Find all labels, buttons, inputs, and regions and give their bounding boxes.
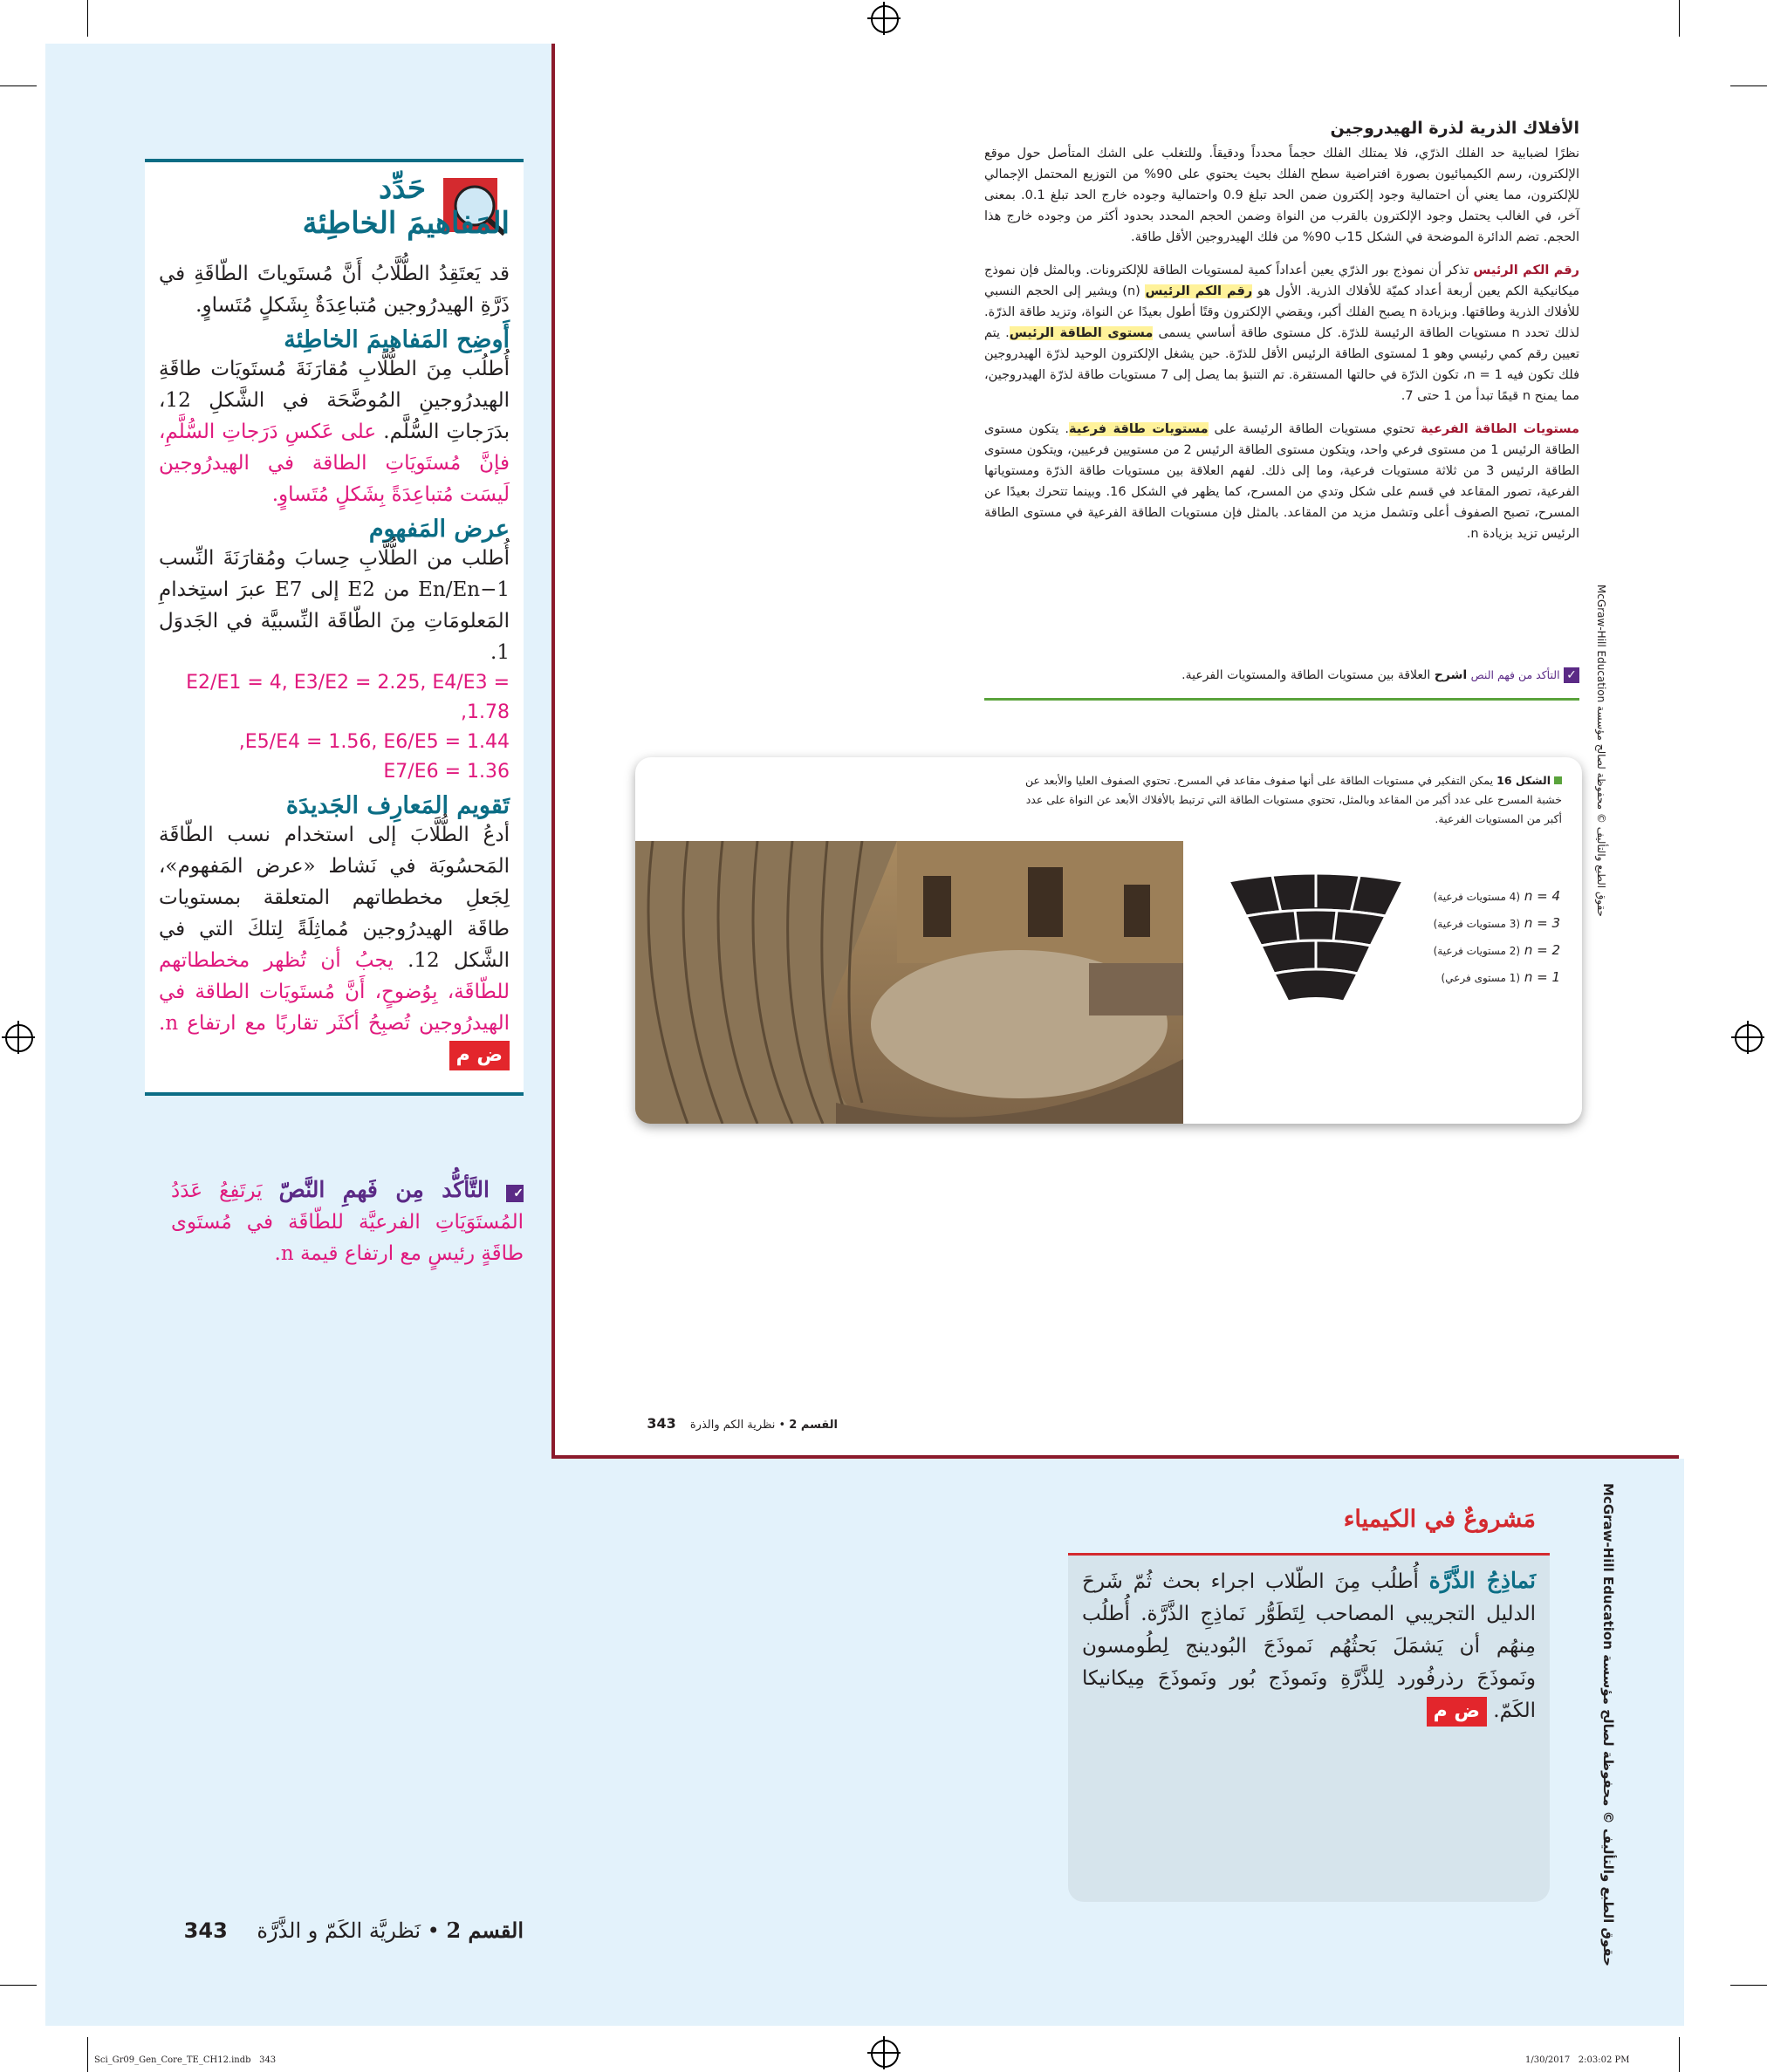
reading-check-label: التأكد من فهم النص (1470, 668, 1560, 681)
reading-check-text: العلاقة بين مستويات الطاقة والمستويات الفرعية. (1181, 668, 1431, 682)
sublevel-labels (1403, 888, 1560, 996)
misconceptions-box (145, 159, 524, 1096)
paragraph-sublevels (984, 419, 1579, 544)
reading-check-verb: اشرح (1434, 668, 1468, 682)
misconceptions-header (159, 171, 510, 250)
crop-mark (0, 1985, 37, 1986)
level-n: n = 1 (1524, 969, 1560, 985)
student-page-text (984, 119, 1579, 544)
figure-caption-text: يمكن التفكير في مستويات الطاقة على أنها صفوف مقاعد في المسرح. تحتوي الصفوف العليا والأبعد عن خشبة المسرح على عدد أكبر من المقاعد وبالمثل، تحتوي مستويات الطاقة التي ترتبط بالأفلاك الأبعد عن النواة على عدد أكبر من المستويات الفرعية. (1025, 774, 1562, 825)
clarify-title: أَوضِح المَفاهيمَ الخاطِئة (284, 326, 510, 353)
copyright-text: حقوق الطبع والتأليف © محفوظة لصالح مؤسسة McGraw-Hill Education (1600, 1483, 1616, 1966)
crop-mark (1679, 0, 1680, 37)
theater-photo (635, 841, 1183, 1124)
level-label: (4 مستويات فرعية) (1433, 891, 1521, 903)
paragraph-orbitals: نظرًا لضبابية حد الفلك الذرّي، فلا يمتلك الفلك حجماً محدداً ودقيقاً. وللتغلب على الشك المتأصل حول موقع الإلكترون، رسم الكيميائيون بصورة افتراضية سطح الفلك بحيث يحتوي على 90% من التوزيع المحتمل الإجمالي للإلكترون، مما يعني أن احتمالية وجود إلكترون ضمن الحد تبلغ 0.9 واحتمالية وجوده خارج الحد تبلغ 0.1. بمعنى آخر، في الغالب يحتمل وجود الإلكترون بالقرب من النواة وضمن الحجم المحدد بحدود أكثر من وجوده خارج هذا الحجم. تضم الدائرة الموضحة في الشكل 15ب 90% من فلك الهيدروجين الأقل طاقة. (984, 147, 1580, 244)
highlight-term: مستويات طاقة فرعية (1069, 422, 1209, 436)
level-n: n = 2 (1524, 942, 1560, 958)
assess-answer: يجبُ أن تُظهر مخططاتهم للطّاقَة، بِوُضوحٍ، أَنَّ مُستَويَات الطاقة في الهيدرُوجين تُصبِحُ أكثَر تقاربًا مع ارتفاع n. (159, 949, 510, 1035)
level-n: n = 4 (1524, 888, 1560, 904)
stage-doorway (1124, 885, 1150, 937)
text-run: (n) ويشير إلى الحجم النسبي للأفلاك الذرية وطاقتها. وبزيادة n يصبح الفلك أكبر، ويقضي الإلكترون وقتًا أطول بعيدًا عن النواة، وتزيد طاقة الذرّة. لذلك تحدد n مستويات الطاقة الرئيسة للذرّة. كل مستوى طاقة أساسي يسمى (984, 284, 1580, 340)
registration-mark-icon (5, 1024, 33, 1052)
concept-title: عرض المَفهوم (368, 516, 510, 543)
row-n1 (1274, 969, 1358, 1002)
crop-mark (1730, 85, 1767, 86)
level-label: (1 مستوى فرعي) (1441, 972, 1521, 984)
concept-answer-line: E2/E1 = 4, E3/E2 = 2.25, E4/E3 = 1.78, (186, 672, 510, 723)
clarify-body (159, 353, 510, 510)
registration-mark-icon (1735, 1024, 1763, 1052)
student-page-footer: القسم 2 • نظرية الكم والذرة 343 (647, 1415, 838, 1432)
footer-page-number: 343 (647, 1415, 676, 1432)
text-run: . يتكون مستوى الطاقة الرئيس 1 من مستوى فرعي واحد، ويتكون مستوى الطاقة الرئيس 2 من مستويين فرعيين، ويتكون مستوى الطاقة الرئيس 3 من ثلاثة مستويات فرعية، وما إلى ذلك. لفهم العلاقة بين مستويات طاقة الذرّة ومستوياتها الفرعية، تصور المقاعد في قسم على شكل وتدي من المسرح، كما يظهر في الشكل 16. وبينما تتحرك بعيدًا عن المسرح، تصبح الصفوف أعلى وتشمل مزيد من المقاعد. بالمثل فإن مستويات الطاقة الفرعية في مستوى الطاقة الرئيس تزيد بزيادة n. (984, 422, 1580, 541)
level-row (1372, 969, 1560, 996)
project-title: مَشروعٌ في الكيمياء (1343, 1506, 1536, 1533)
checkbox-icon: ✓ (1564, 667, 1579, 683)
sublevel-wedge-diagram (1229, 871, 1403, 1019)
crop-mark (0, 85, 37, 86)
footer-title: نظرية الكم والذرة (689, 1419, 776, 1432)
misconceptions-title (302, 171, 510, 241)
title-line-2: المَفاهيمَ الخاطِئة (302, 206, 510, 241)
assess-text: أدعُ الطُّلَّابَ إلى استخدام نسب الطّاقَة المَحسُوبَة في نَشاط «عرض المَفهوم»، لِجَعلِ مخططاتهم المتعلقة بمستويات طاقَة الهيدرُوجين مُماثِلَةً لِتلكَ التي في الشَّكل 12. (159, 824, 510, 972)
level-row (1382, 942, 1560, 969)
level-row (1403, 888, 1560, 915)
checkbox-icon: ✓ (506, 1185, 524, 1202)
text-run: . يتم تعيين رقم كمي رئيسي وهو 1 لمستوى الطاقة الرئيس الأقل للذرّة. حين يشغل الإلكترون الوحيد لذرّة الهيدروجين فلك تكون فيه n = 1، تكون الذرّة في حالتها المستقرة. تم التنبؤ بما يصل إلى 7 مستويات طاقة لذرّة الهيدروجين، مما يمنح n قيمًا تبدأ من 1 حتى 7. (984, 326, 1579, 403)
paragraph-principal-quantum-number (984, 260, 1579, 407)
concept-answers (159, 668, 510, 787)
slug-file: Sci_Gr09_Gen_Core_TE_CH12.indb 343 (94, 2055, 277, 2065)
side-reading-check-title: التَّأكُّد مِن فَهمِ النَّصّ (278, 1177, 490, 1202)
side-footer-page: 343 (183, 1918, 228, 1943)
figure-label: الشكل 16 (1496, 774, 1551, 787)
title-line-1: حَدِّد (378, 171, 426, 206)
term-principal-quantum-number: رقم الكم الرئيس (1473, 263, 1579, 277)
side-footer-section: القسم 2 (446, 1918, 524, 1943)
side-reading-check-body (171, 1174, 524, 1269)
figure-bullet-icon (1554, 776, 1562, 784)
highlight-term: رقم الكم الرئيس (1145, 284, 1253, 298)
clarify-text: أُطلُب مِنَ الطُّلَّابِ مُقارَنَةَ مُستَويَات طاقَةِ الهيدرُوجينِ المُوضَّحَة في الشَّكلِ 12، بدَرَجاتِ السُّلَّم. (159, 358, 510, 443)
crop-mark (87, 2037, 88, 2072)
assess-title: تَقويم المَعارِف الجَديدَة (285, 792, 510, 819)
registration-mark-icon (871, 2040, 899, 2068)
badge: ض م (449, 1041, 510, 1070)
crop-mark (87, 0, 88, 37)
level-label: (2 مستويات فرعية) (1433, 945, 1521, 957)
slug-date: 1/30/2017 2:03:02 PM (1525, 2055, 1630, 2065)
project-box (1068, 1483, 1550, 1902)
level-row (1393, 915, 1560, 942)
figure-card (635, 757, 1582, 1124)
level-n: n = 3 (1524, 915, 1560, 931)
figure-caption (1010, 771, 1562, 829)
misconceptions-body: قد يَعتَقِدُ الطُّلَّابُ أَنَّ مُستَوياتَ الطّاقَةِ في ذَرَّةِ الهيدرُوجين مُتباعِدَةٌ بِشَكلٍ مُتَساوٍ. (159, 263, 510, 317)
side-footer: القسم 2 • نَظريَّة الكَمّ و الذَّرَّة 343 (183, 1918, 524, 1943)
badge: ض م (1427, 1697, 1487, 1727)
stage-floor (1089, 963, 1183, 1015)
text-run: تذكر أن نموذج بور الذرّي يعين أعداداً كمية لمستويات الطاقة للإلكترونات. وبالمثل فإن نموذج ميكانيكية الكم يعين أربعة أعداد كميّة للأفلاك الذرية. الأول هو (984, 263, 1579, 298)
text-run: تحتوي مستويات الطاقة الرئيسة على (1208, 422, 1421, 436)
registration-mark-icon (871, 5, 899, 33)
crop-mark (1679, 2037, 1680, 2072)
project-header (1068, 1483, 1550, 1556)
term-sublevels: مستويات الطاقة الفرعية (1421, 422, 1580, 436)
stage-doorway (1028, 867, 1063, 937)
copyright-text: حقوق الطبع والتأليف © محفوظة لصالح مؤسسة McGraw-Hill Education (1595, 585, 1607, 917)
side-reading-check (171, 1174, 524, 1269)
side-footer-title: نَظريَّة الكَمّ و الذَّرَّة (257, 1918, 421, 1943)
level-label: (3 مستويات فرعية) (1433, 918, 1521, 930)
crop-mark (1730, 1985, 1767, 1986)
clarify-answer: على عَكسِ دَرَجاتِ السُّلَّمِ، فإنَّ مُستَويَاتِ الطاقة في الهيدرُوجين لَيسَت مُتباعِدَةً بِشَكلٍ مُتَساوٍ. (159, 421, 510, 506)
concept-answer-line: E5/E4 = 1.56, E6/E5 = 1.44, (238, 731, 510, 753)
highlight-term: مستوى الطاقة الرئيس (1009, 326, 1154, 340)
project-text: أُطلُب مِنَ الطّلاب اجراء بحث ثُمّ شَرحَ الدليل التجريبي المصاحب لِتَطَوُّر نَماذِجِ الذَّرَّة. أُطلُب مِنهُم أن يَشمَلَ بَحثُهُم نَموذَجَ البُودينج لِطُومسون ونَموذَجَ رذرفُورد لِلذَّرَّةِ ونَموذَج بُور ونَموذَجَ مِيكانيكا الكَمّ. (1082, 1570, 1536, 1722)
stage-doorway (923, 876, 951, 937)
project-body (1068, 1556, 1550, 1736)
section-title: الأفلاك الذرية لذرة الهيدروجين (1330, 119, 1579, 138)
project-lead: نَماذِجُ الذَّرَّة (1428, 1568, 1536, 1593)
reading-check-bar (984, 663, 1579, 701)
concept-answer-line: E7/E6 = 1.36 (383, 761, 510, 783)
concept-body: أُطلب من الطُّلَّابِ حِسابَ ومُقارَنَةَ النِّسب En/En−1 من E2 إلى E7 عبرَ استِخدامِ المَعلومَاتِ مِنَ الطّاقَة النِّسبيَّة في الجَدوَل 1. (159, 547, 510, 664)
assess-body (159, 819, 510, 1070)
side-reading-check-answer: يَرتَفِعُ عَدَدُ المُستَوَيَاتِ الفرعيَّة للطّاقَة في مُستَوى طاقَةٍ رئيسٍ مع ارتفاع قيمة n. (171, 1180, 524, 1265)
footer-section: القسم 2 (789, 1419, 838, 1432)
